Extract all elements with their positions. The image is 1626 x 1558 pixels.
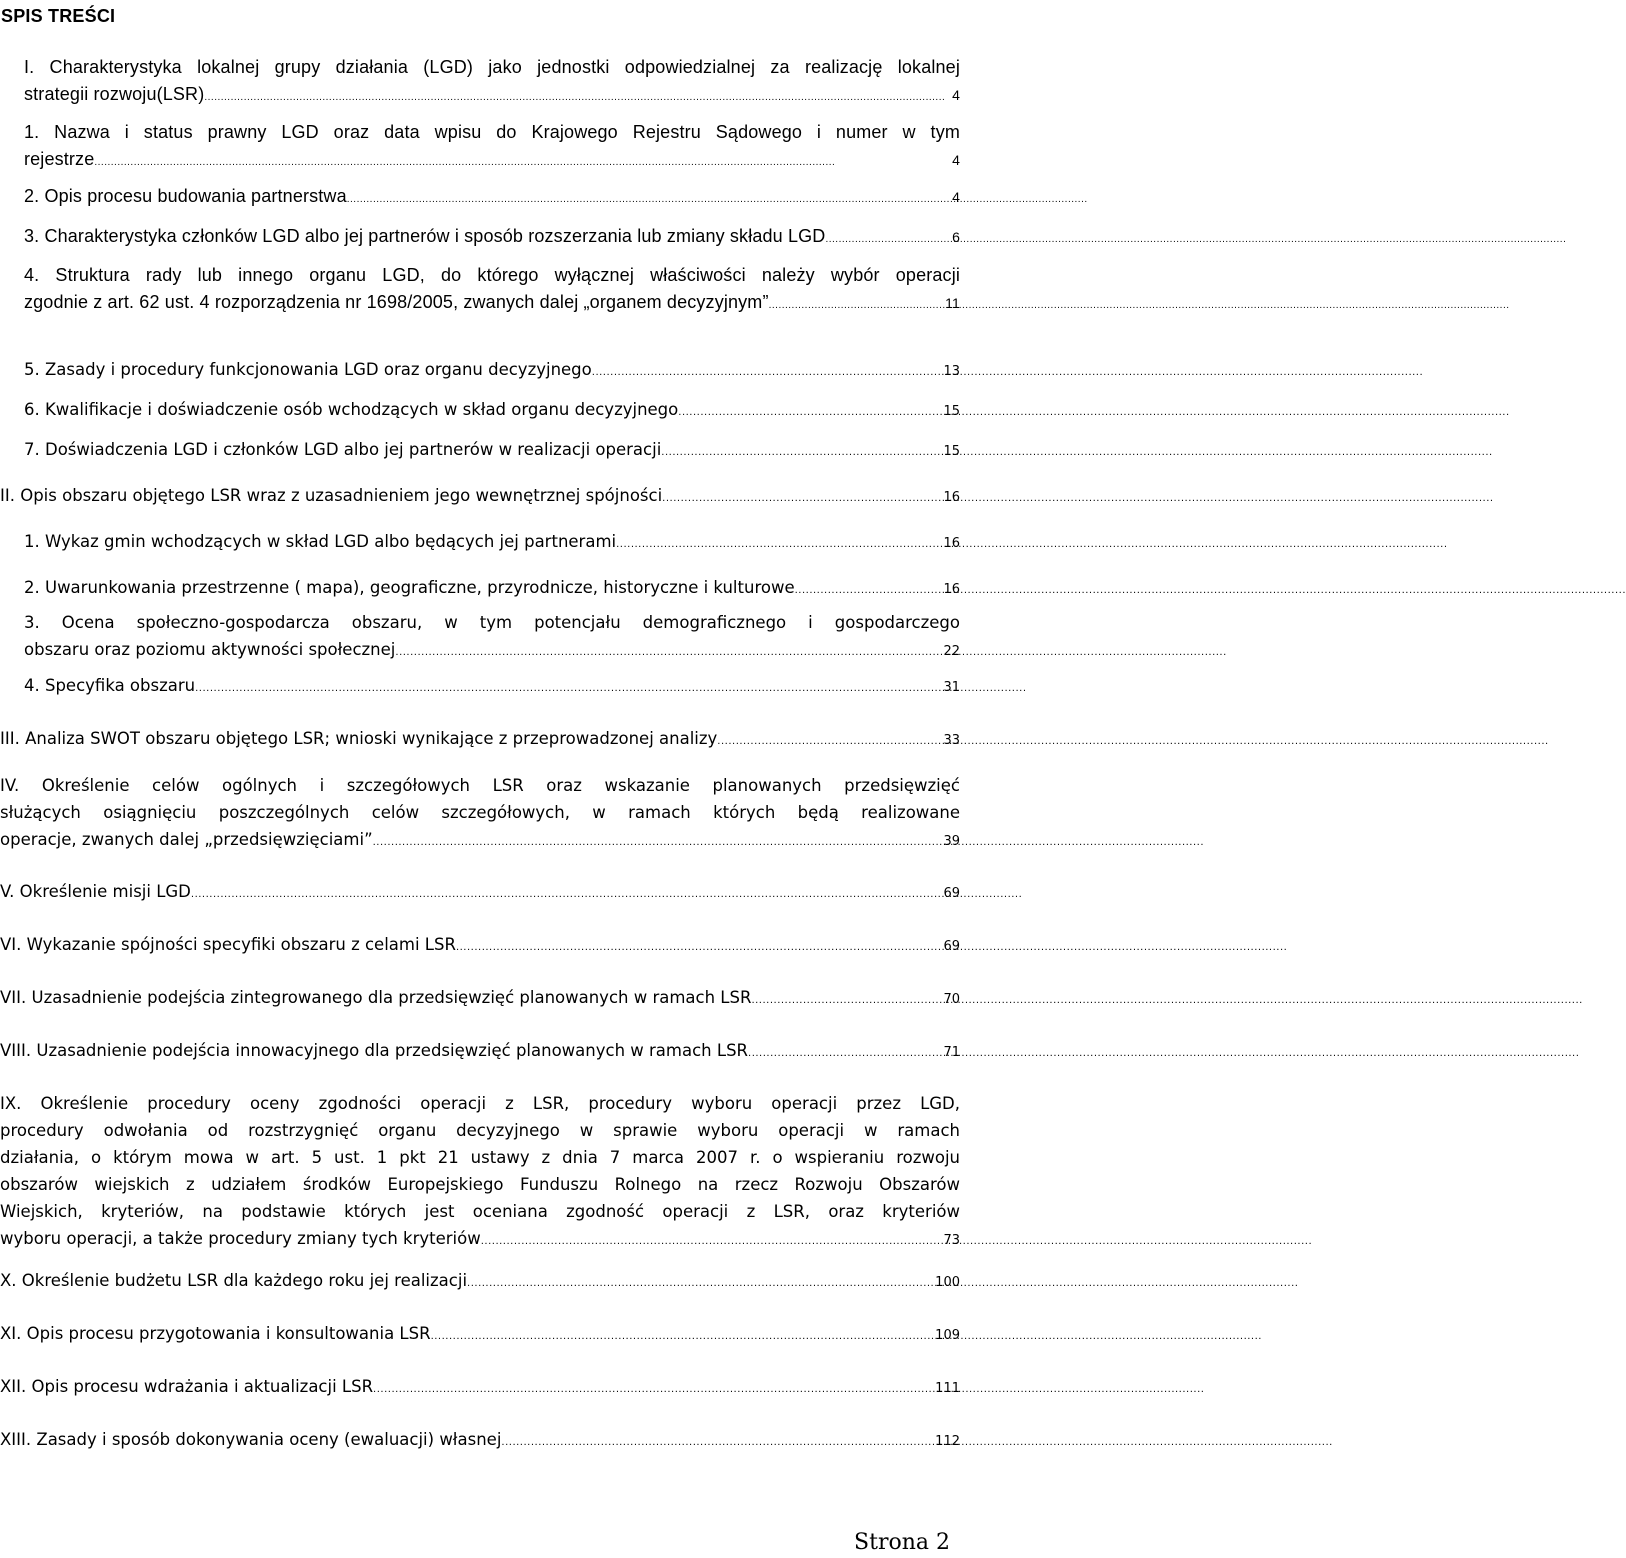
dot-leader [748, 1037, 940, 1067]
dot-leader [592, 356, 941, 386]
toc-entry[interactable] [0, 356, 960, 383]
toc-entry[interactable] [0, 54, 960, 108]
toc-entry-text: II. Opis obszaru objętego LSR wraz z uzasadnieniem jego wewnętrznej spójności [0, 486, 663, 505]
toc-entry-line-cont [0, 1198, 960, 1225]
toc-entry[interactable] [0, 436, 960, 463]
toc-entry-text: VIII. Uzasadnienie podejścia innowacyjnego dla przedsięwzięć planowanych w ramach LSR [0, 1041, 749, 1060]
toc-entry-text: operacje, zwanych dalej „przedsięwzięciami” [0, 830, 373, 849]
dot-leader [717, 725, 940, 755]
toc-entry[interactable] [0, 1320, 960, 1347]
toc-entry-text: I. Charakterystyka lokalnej grupy działania (LGD) jako jednostki odpowiedzialnej za realizację lokalnej [24, 57, 960, 77]
toc-page-number: 4 [952, 87, 960, 103]
toc-entry[interactable] [0, 1373, 960, 1400]
toc-entry-text: V. Określenie misji LGD [0, 882, 191, 901]
toc-page-number: 13 [943, 364, 960, 379]
dot-leader [191, 878, 941, 908]
toc-entry-line-cont [0, 799, 960, 826]
toc-entry-text: zgodnie z art. 62 ust. 4 rozporządzenia nr 1698/2005, zwanych dalej „organem decyzyjnym” [24, 292, 769, 312]
toc-entry-line [0, 878, 960, 905]
toc-entry[interactable] [0, 223, 960, 250]
toc-entry[interactable] [0, 396, 960, 423]
toc-entry-text: 3. Ocena społeczno-gospodarcza obszaru, w tym potencjału demograficznego i gospodarczego [24, 613, 960, 632]
toc-entry[interactable] [0, 1426, 960, 1453]
toc-entry-line [0, 984, 960, 1011]
toc-page-number: 22 [943, 644, 960, 659]
toc-page-number: 33 [943, 733, 960, 748]
toc-entry-line [0, 1267, 960, 1294]
toc-page-number: 69 [943, 886, 960, 901]
toc-entry-line [0, 1320, 960, 1347]
toc-entry-line [0, 1373, 960, 1400]
toc-page-number: 39 [943, 834, 960, 849]
toc-entry-line-cont [0, 1171, 960, 1198]
toc-page-number: 70 [943, 992, 960, 1007]
dot-leader [825, 223, 949, 253]
dot-leader [373, 826, 941, 856]
dot-leader [395, 636, 940, 666]
toc-entry-line [0, 1225, 960, 1252]
dot-leader [678, 396, 940, 426]
toc-entry-line-cont [0, 1117, 960, 1144]
toc-page-number: 71 [943, 1045, 960, 1060]
toc-entry-text: X. Określenie budżetu LSR dla każdego roku jej realizacji [0, 1271, 468, 1290]
toc-entry-text: rejestrze [24, 149, 95, 169]
toc-page-number: 73 [943, 1233, 960, 1248]
toc-entry-line [24, 81, 960, 108]
toc-entry-text: VII. Uzasadnienie podejścia zintegrowanego dla przedsięwzięć planowanych w ramach LSR [0, 988, 752, 1007]
toc-page-number: 16 [943, 490, 960, 505]
dot-leader [94, 146, 949, 176]
dot-leader [467, 1267, 932, 1297]
toc-entry-text: 4. Struktura rady lub innego organu LGD, do którego wyłącznej właściwości należy wybór operacji [24, 265, 960, 285]
toc-entry-line [24, 436, 960, 463]
toc-entry-text: 3. Charakterystyka członków LGD albo jej partnerów i sposób rozszerzania lub zmiany składu LGD [24, 226, 826, 246]
toc-entry[interactable] [0, 119, 960, 173]
toc-entry-line [24, 223, 960, 250]
toc-entry-text: 7. Doświadczenia LGD i członków LGD albo jej partnerów w realizacji operacji [24, 440, 662, 459]
toc-entry-line [0, 931, 960, 958]
toc-entry-text: 4. Specyfika obszaru [24, 676, 196, 695]
toc-entry-line [0, 482, 960, 509]
toc-entry-line [24, 356, 960, 383]
toc-entry[interactable] [0, 574, 960, 601]
toc-entry-line [24, 609, 960, 636]
toc-entry-line [24, 119, 960, 146]
toc-entry-text: 6. Kwalifikacje i doświadczenie osób wchodzących w skład organu decyzyjnego [24, 400, 679, 419]
toc-entry-text: procedury odwołania od rozstrzygnięć organu decyzyjnego w sprawie wyboru operacji w ramach [0, 1121, 960, 1140]
toc-entry[interactable] [0, 528, 960, 555]
toc-page-number: 15 [943, 444, 960, 459]
toc-entry-text: XI. Opis procesu przygotowania i konsultowania LSR [0, 1324, 431, 1343]
toc-entry-text: XIII. Zasady i sposób dokonywania oceny (ewaluacji) własnej [0, 1430, 502, 1449]
dot-leader [204, 81, 949, 111]
dot-leader [195, 672, 940, 702]
dot-leader [662, 482, 940, 512]
toc-entry-text: obszaru oraz poziomu aktywności społecznej [24, 640, 396, 659]
toc-entry[interactable] [0, 984, 960, 1011]
toc-entry-text: 1. Wykaz gmin wchodzących w skład LGD albo będących jej partnerami [24, 532, 617, 551]
toc-page-number: 16 [943, 582, 960, 597]
toc-page-number: 6 [952, 229, 960, 245]
toc-entry-text: obszarów wiejskich z udziałem środków Europejskiego Funduszu Rolnego na rzecz Rozwoju Obszarów [0, 1175, 960, 1194]
toc-entry-line [24, 289, 960, 316]
toc-entry-line [24, 54, 960, 81]
toc-entry[interactable] [0, 931, 960, 958]
toc-page-number: 4 [952, 152, 960, 168]
toc-entry-line [24, 262, 960, 289]
dot-leader [661, 436, 940, 466]
dot-leader [347, 183, 949, 213]
dot-leader [373, 1373, 932, 1403]
toc-entry-text: 2. Uwarunkowania przestrzenne ( mapa), geograficzne, przyrodnicze, historyczne i kulturowe [24, 578, 795, 597]
toc-entry-line [24, 574, 960, 601]
toc-entry[interactable] [0, 772, 960, 853]
toc-entry-line [24, 146, 960, 173]
toc-page-number: 69 [943, 939, 960, 954]
dot-leader [795, 574, 941, 604]
toc-entry[interactable] [0, 725, 960, 752]
toc-entry[interactable] [0, 1037, 960, 1064]
toc-entry[interactable] [0, 878, 960, 905]
dot-leader [431, 1320, 933, 1350]
toc-entry-text: Wiejskich, kryteriów, na podstawie których jest oceniana zgodność operacji z LSR, oraz kryteriów [0, 1202, 960, 1221]
dot-leader [481, 1225, 941, 1255]
toc-entry-text: służących osiągnięciu poszczególnych celów szczegółowych, w ramach których będą realizowane [0, 803, 960, 822]
toc-entry-line [0, 725, 960, 752]
dot-leader [456, 931, 941, 961]
toc-entry-text: III. Analiza SWOT obszaru objętego LSR; wnioski wynikające z przeprowadzonej analizy [0, 729, 718, 748]
toc-entry-text: 2. Opis procesu budowania partnerstwa [24, 186, 347, 206]
toc-page-number: 31 [943, 680, 960, 695]
toc-entry[interactable] [0, 1267, 960, 1294]
toc-page-number: 109 [935, 1328, 960, 1343]
toc-entry[interactable] [0, 609, 960, 663]
toc-entry-line [0, 772, 960, 799]
toc-entry-line [0, 1090, 960, 1117]
toc-page-number: 11 [945, 295, 960, 311]
toc-entry-line [0, 826, 960, 853]
toc-page-number: 4 [952, 189, 960, 205]
toc-page-number: 100 [935, 1275, 960, 1290]
toc-entry-text: VI. Wykazanie spójności specyfiki obszaru z celami LSR [0, 935, 456, 954]
toc-entry-text: wyboru operacji, a także procedury zmiany tych kryteriów [0, 1229, 481, 1248]
toc-page-number: 15 [943, 404, 960, 419]
toc-heading: SPIS TREŚCI [1, 6, 116, 26]
toc-entry-line [0, 1426, 960, 1453]
toc-entry[interactable] [0, 262, 960, 316]
toc-entry[interactable] [0, 672, 960, 699]
toc-entry[interactable] [0, 183, 960, 210]
toc-entry-line [24, 528, 960, 555]
toc-entry-line-cont [0, 1144, 960, 1171]
toc-entry-text: działania, o którym mowa w art. 5 ust. 1 pkt 21 ustawy z dnia 7 marca 2007 r. o wspieraniu rozwoju [0, 1148, 960, 1167]
toc-entry-text: 1. Nazwa i status prawny LGD oraz data wpisu do Krajowego Rejestru Sądowego i numer w tym [24, 122, 960, 142]
toc-entry-line [0, 1037, 960, 1064]
dot-leader [751, 984, 940, 1014]
toc-entry[interactable] [0, 1090, 960, 1252]
toc-entry[interactable] [0, 482, 960, 509]
toc-page-number: 112 [935, 1434, 960, 1449]
toc-entry-line [24, 636, 960, 663]
toc-page-number: 16 [943, 536, 960, 551]
dot-leader [616, 528, 940, 558]
toc-entry-text: 5. Zasady i procedury funkcjonowania LGD oraz organu decyzyjnego [24, 360, 592, 379]
dot-leader [501, 1426, 932, 1456]
toc-entry-text: strategii rozwoju(LSR) [24, 84, 205, 104]
toc-entry-line [24, 183, 960, 210]
dot-leader [769, 289, 943, 319]
toc-entry-text: IV. Określenie celów ogólnych i szczegółowych LSR oraz wskazanie planowanych przedsięwzięć [0, 776, 960, 795]
toc-entry-text: XII. Opis procesu wdrażania i aktualizacji LSR [0, 1377, 374, 1396]
toc-page-number: 111 [935, 1381, 960, 1396]
page-number-footer: Strona 2 [854, 1530, 950, 1555]
toc-entry-text: IX. Określenie procedury oceny zgodności operacji z LSR, procedury wyboru operacji przez LGD, [0, 1094, 960, 1113]
toc-entry-line [24, 672, 960, 699]
toc-entry-line [24, 396, 960, 423]
